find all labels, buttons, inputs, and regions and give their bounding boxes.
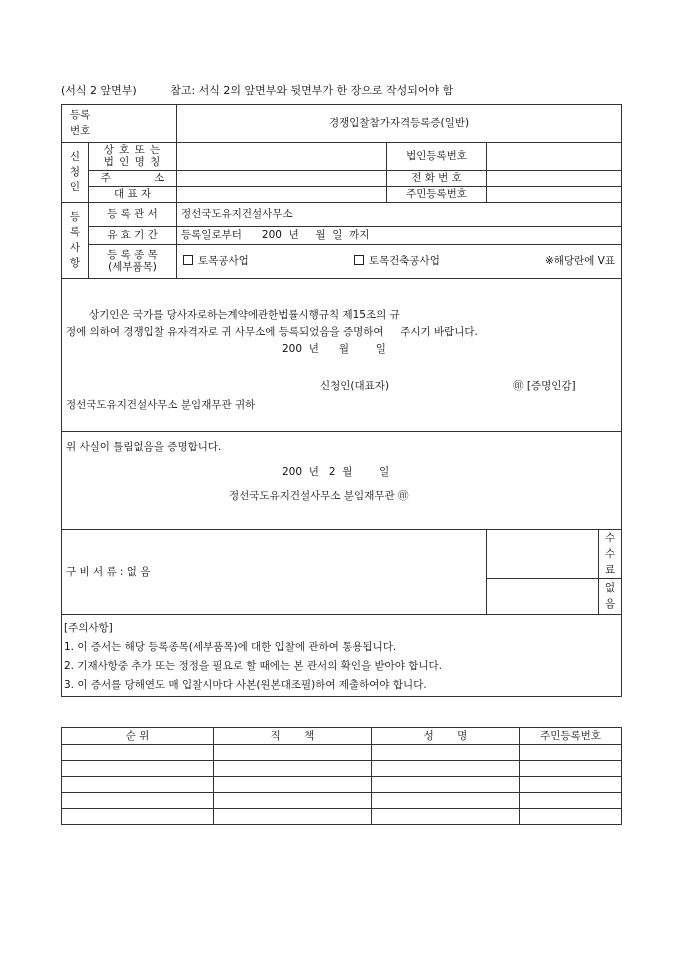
checkbox-icon[interactable] xyxy=(354,255,364,265)
table-cell[interactable] xyxy=(520,745,622,761)
phone-field[interactable] xyxy=(487,171,622,187)
table-cell[interactable] xyxy=(520,809,622,825)
table-cell[interactable] xyxy=(214,761,372,777)
column-header-resident-number: 주민등록번호 xyxy=(520,728,622,745)
table-row xyxy=(62,809,622,825)
application-recipient: 정선국도유지건설사무소 분임재무관 귀하 xyxy=(66,399,256,411)
office-label: 등 록 관 서 xyxy=(89,203,177,227)
resident-reg-field[interactable] xyxy=(487,187,622,203)
table-cell[interactable] xyxy=(62,793,214,809)
address-field[interactable] xyxy=(177,171,387,187)
representative-field[interactable] xyxy=(177,187,387,203)
resident-reg-label: 주민등록번호 xyxy=(387,187,487,203)
table-cell[interactable] xyxy=(520,761,622,777)
form-id: (서식 2 앞면부) xyxy=(61,84,137,97)
certificate-title: 경쟁입찰참가자격등록증(일반) xyxy=(177,105,622,143)
corp-reg-number-field[interactable] xyxy=(487,143,622,171)
note-item: 3. 이 증서를 당해연도 매 입찰시마다 사본(원본대조필)하여 제출하여야 합니다. xyxy=(64,679,427,691)
table-row xyxy=(62,761,622,777)
company-name-label: 상 호 또 는 법 인 명 칭 xyxy=(89,143,177,171)
office-value: 정선국도유지건설사무소 xyxy=(177,203,622,227)
certification-issuer: 정선국도유지건설사무소 분임재무관 ㊞ xyxy=(229,490,409,502)
note-item: 1. 이 증서는 해당 등록종목(세부품목)에 대한 입찰에 관하여 통용됩니다. xyxy=(64,641,397,653)
representative-label: 대 표 자 xyxy=(89,187,177,203)
table-cell[interactable] xyxy=(214,809,372,825)
certification-date: 200 년 2 월 일 xyxy=(282,466,390,478)
certification-section xyxy=(62,432,622,530)
form-note: 참고: 서식 2의 앞면부와 뒷면부가 한 장으로 작성되어야 함 xyxy=(170,84,454,97)
fee-value-cell xyxy=(487,579,622,615)
notes-section xyxy=(62,615,622,697)
table-cell[interactable] xyxy=(62,809,214,825)
table-cell[interactable] xyxy=(372,745,520,761)
table-cell[interactable] xyxy=(214,745,372,761)
application-body-line2: 정에 의하여 경쟁입찰 유자격자로 귀 사무소에 등록되었음을 증명하여 주시기 바랍니다. xyxy=(66,326,478,338)
note-item: 2. 기재사항중 추가 또는 정정을 필요로 할 때에는 본 관서의 확인을 받아야 합니다. xyxy=(64,660,442,672)
column-header-rank: 순 위 xyxy=(62,728,214,745)
table-row xyxy=(62,745,622,761)
table-cell[interactable] xyxy=(372,761,520,777)
checkbox-icon[interactable] xyxy=(183,255,193,265)
validity-value: 등록일로부터 200 년 월 일 까지 xyxy=(177,227,622,245)
documents-text: 구 비 서 류 : 없 음 xyxy=(62,530,487,615)
fee-label: 수 수 료 xyxy=(598,530,621,578)
address-label: 주 소 xyxy=(89,171,177,187)
form-header xyxy=(61,82,453,98)
application-section xyxy=(62,279,622,432)
registration-number-label: 등록 번호 xyxy=(62,105,177,143)
phone-label: 전 화 번 호 xyxy=(387,171,487,187)
table-cell[interactable] xyxy=(372,793,520,809)
personnel-table xyxy=(61,727,622,825)
table-row xyxy=(62,793,622,809)
column-header-name: 성 명 xyxy=(372,728,520,745)
applicant-seal: ㊞ [증명인감] xyxy=(513,380,576,392)
corp-reg-number-label: 법인등록번호 xyxy=(387,143,487,171)
certificate-form xyxy=(61,104,622,697)
application-body-line1: 상기인은 국가를 당사자로하는계약에관한법률시행규칙 제15조의 규 xyxy=(89,309,400,321)
table-cell[interactable] xyxy=(62,777,214,793)
table-cell[interactable] xyxy=(214,793,372,809)
fee-value: 없 음 xyxy=(598,579,621,614)
option-civil-architecture-label: 토목건축공사업 xyxy=(368,255,440,268)
certification-statement: 위 사실이 틀림없음을 증명합니다. xyxy=(66,441,222,453)
table-cell[interactable] xyxy=(214,777,372,793)
column-header-position: 직 책 xyxy=(214,728,372,745)
check-note: ※해당란에 V표 xyxy=(544,255,616,268)
category-options xyxy=(177,245,622,279)
company-name-field[interactable] xyxy=(177,143,387,171)
option-civil-engineering[interactable] xyxy=(183,255,249,267)
table-cell[interactable] xyxy=(372,777,520,793)
fee-label-cell xyxy=(487,530,622,579)
applicant-section-label: 신 청 인 xyxy=(62,143,89,203)
table-cell[interactable] xyxy=(520,793,622,809)
category-label: 등 록 종 목 (세부품목) xyxy=(89,245,177,279)
option-civil-architecture[interactable] xyxy=(354,255,440,267)
table-row xyxy=(62,777,622,793)
application-date: 200 년 월 일 xyxy=(282,343,386,355)
notes-title: [주의사항] xyxy=(64,622,113,634)
table-cell[interactable] xyxy=(520,777,622,793)
table-cell[interactable] xyxy=(62,761,214,777)
table-cell[interactable] xyxy=(62,745,214,761)
option-civil-engineering-label: 토목공사업 xyxy=(198,255,249,268)
applicant-signature-label: 신청인(대표자) xyxy=(320,380,390,392)
validity-label: 유 효 기 간 xyxy=(89,227,177,245)
table-cell[interactable] xyxy=(372,809,520,825)
registration-section-label: 등 록 사 항 xyxy=(62,203,89,279)
